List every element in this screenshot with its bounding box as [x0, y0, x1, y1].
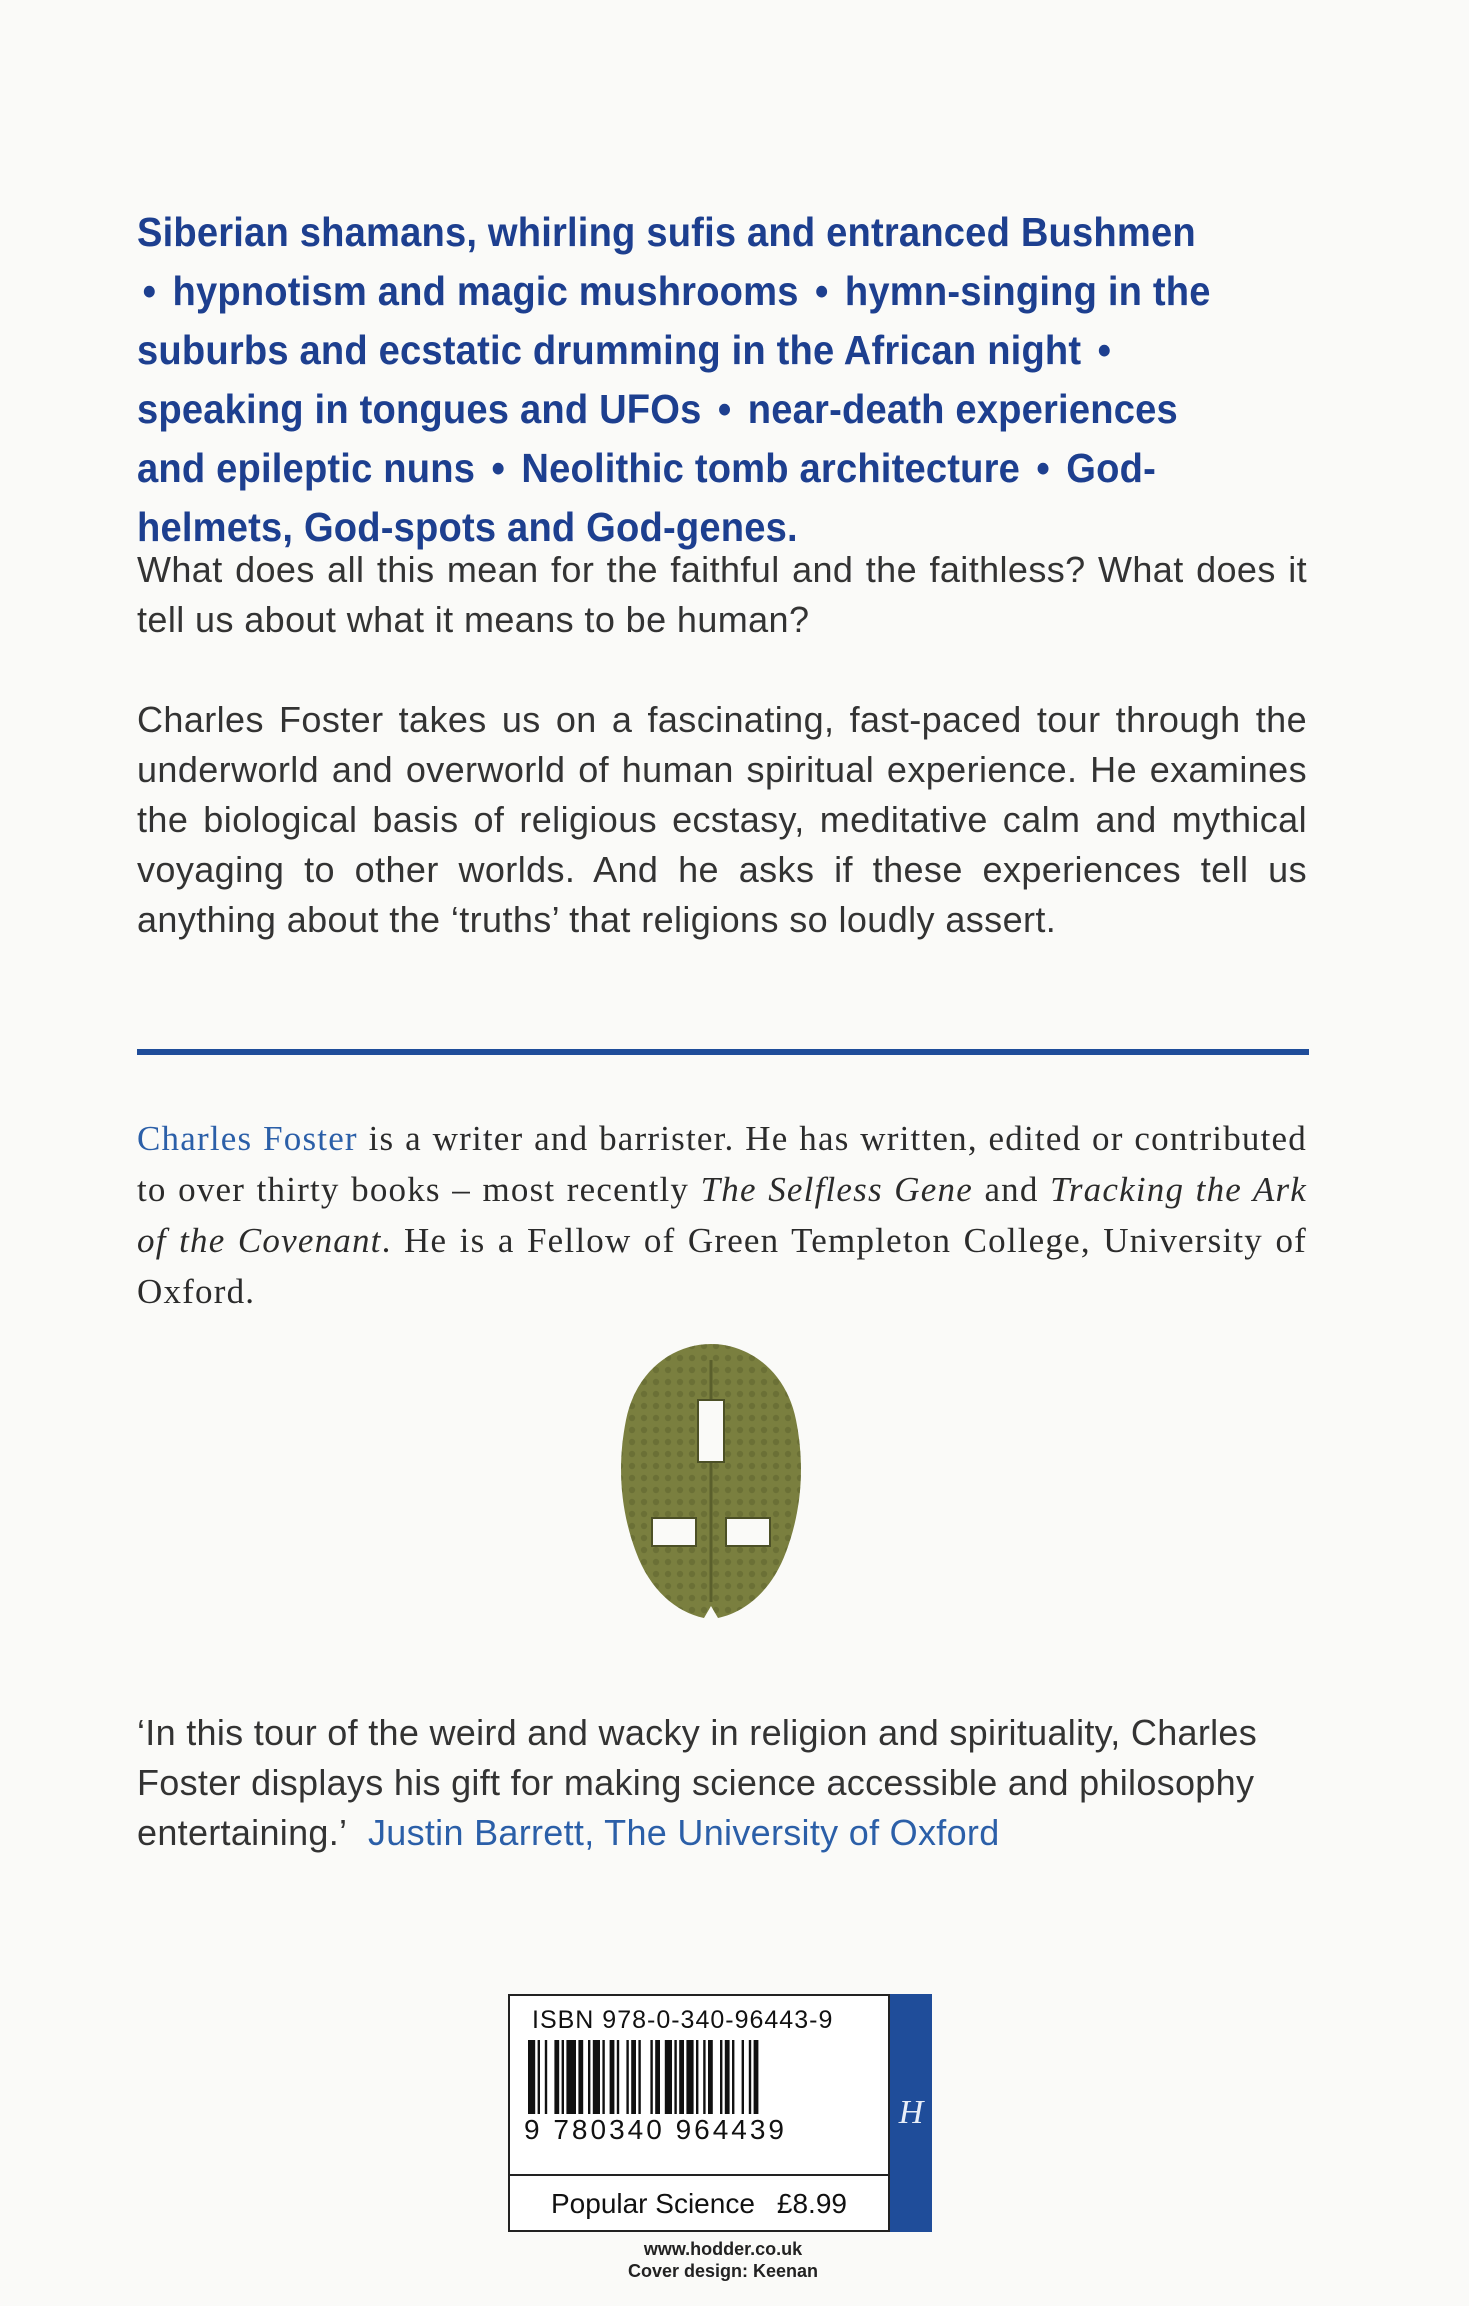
bio-text: and [972, 1170, 1051, 1209]
price-label: £8.99 [776, 2188, 847, 2219]
barcode-bar [674, 2040, 676, 2114]
bullet-icon: • [491, 445, 505, 491]
bullet-icon: • [717, 386, 732, 432]
barcode-bar [732, 2040, 734, 2114]
blurb-item: speaking in tongues and UFOs [137, 386, 702, 432]
barcode-bar [588, 2040, 590, 2114]
barcode-digits: 9 780340 964439 [524, 2114, 787, 2145]
quote-text: ‘In this tour of the weird and wacky in religion and spirituality, Charles Foster displays his gift for making science accessible and philosophy entertaining.’ [137, 1712, 1258, 1853]
barcode-bar [742, 2040, 744, 2114]
website-link[interactable]: www.hodder.co.uk [643, 2239, 803, 2259]
barcode-bar [602, 2040, 604, 2114]
barcode-bar [593, 2040, 600, 2114]
barcode-bar [538, 2040, 540, 2114]
barcode-bar [749, 2040, 751, 2114]
publisher-logo: H [898, 2094, 924, 2131]
bullet-icon: • [815, 268, 829, 314]
barcode-bar [703, 2040, 705, 2114]
barcode-bar [650, 2040, 652, 2114]
review-quote [137, 1708, 1312, 1858]
barcode-bar [554, 2040, 559, 2114]
blurb-item: Neolithic tomb architecture [521, 445, 1021, 491]
bullet-icon: • [1036, 445, 1050, 491]
barcode-bar [696, 2040, 698, 2114]
barcode-bar [655, 2040, 660, 2114]
barcode-bar [617, 2040, 619, 2114]
bio-text: is a writer and barrister. He has written, edited or contributed to over thirty books – most recently [137, 1119, 1307, 1209]
barcode-bar [545, 2040, 547, 2114]
barcode-bar [708, 2040, 713, 2114]
category-label: Popular Science [551, 2188, 755, 2219]
book-title: The Selfless Gene [700, 1170, 973, 1209]
author-bio [137, 1113, 1307, 1317]
barcode-bar [665, 2040, 672, 2114]
bullet-icon: • [1097, 327, 1112, 373]
intro-question: What does all this mean for the faithful and the faithless? What does it tell us about what it means to be human? [137, 549, 1307, 640]
barcode-panel [508, 1994, 890, 2232]
quote-attribution: Justin Barrett, The University of Oxford [367, 1812, 1000, 1853]
cover-credit: Cover design: Keenan [627, 2261, 819, 2281]
barcode-bar [754, 2040, 759, 2114]
barcode-bar [686, 2040, 693, 2114]
blurb-item: near-death experiences and epileptic nuns [137, 386, 1178, 491]
bio-text: . He is a Fellow of Green Templeton College, University of Oxford. [137, 1221, 1307, 1311]
publisher-tab [890, 1994, 932, 2232]
author-name: Charles Foster [137, 1119, 358, 1158]
blurb-item: hypnotism and magic mushrooms [172, 268, 799, 314]
divider [137, 1049, 1309, 1055]
barcode-bar [562, 2040, 564, 2114]
barcode-bar [725, 2040, 730, 2114]
barcode-bar [610, 2040, 615, 2114]
blurb [137, 203, 1230, 557]
intro-description: Charles Foster takes us on a fascinating, fast-paced tour through the underworld and overworld of human spiritual experience. He examines the biological basis of religious ecstasy, meditative calm and mythical voyaging to other worlds. And he asks if these experiences tell us anything about the ‘truths’ that religions so loudly assert. [137, 699, 1307, 940]
barcode-bar [720, 2040, 722, 2114]
brain-icon [614, 1340, 808, 1622]
barcode-bar [566, 2040, 576, 2114]
footer [508, 2238, 938, 2282]
barcode-bar [626, 2040, 628, 2114]
barcode-bar [638, 2040, 640, 2114]
book-title: Tracking the Ark of the Covenant [137, 1170, 1307, 1260]
barcode-bar [528, 2040, 535, 2114]
blurb-item: Siberian shamans, whirling sufis and entranced Bushmen [137, 209, 1196, 255]
price-row [510, 2174, 888, 2234]
barcode-bar [679, 2040, 684, 2114]
blurb-item: hymn-singing in the suburbs and ecstatic drumming in the African night [137, 268, 1211, 373]
isbn-label: ISBN 978-0-340-96443-9 [532, 2006, 834, 2034]
blurb-item: God-helmets, God-spots and God-genes. [137, 445, 1156, 550]
barcode-bar [578, 2040, 583, 2114]
bullet-icon: • [142, 268, 157, 314]
barcode-bar [631, 2040, 636, 2114]
